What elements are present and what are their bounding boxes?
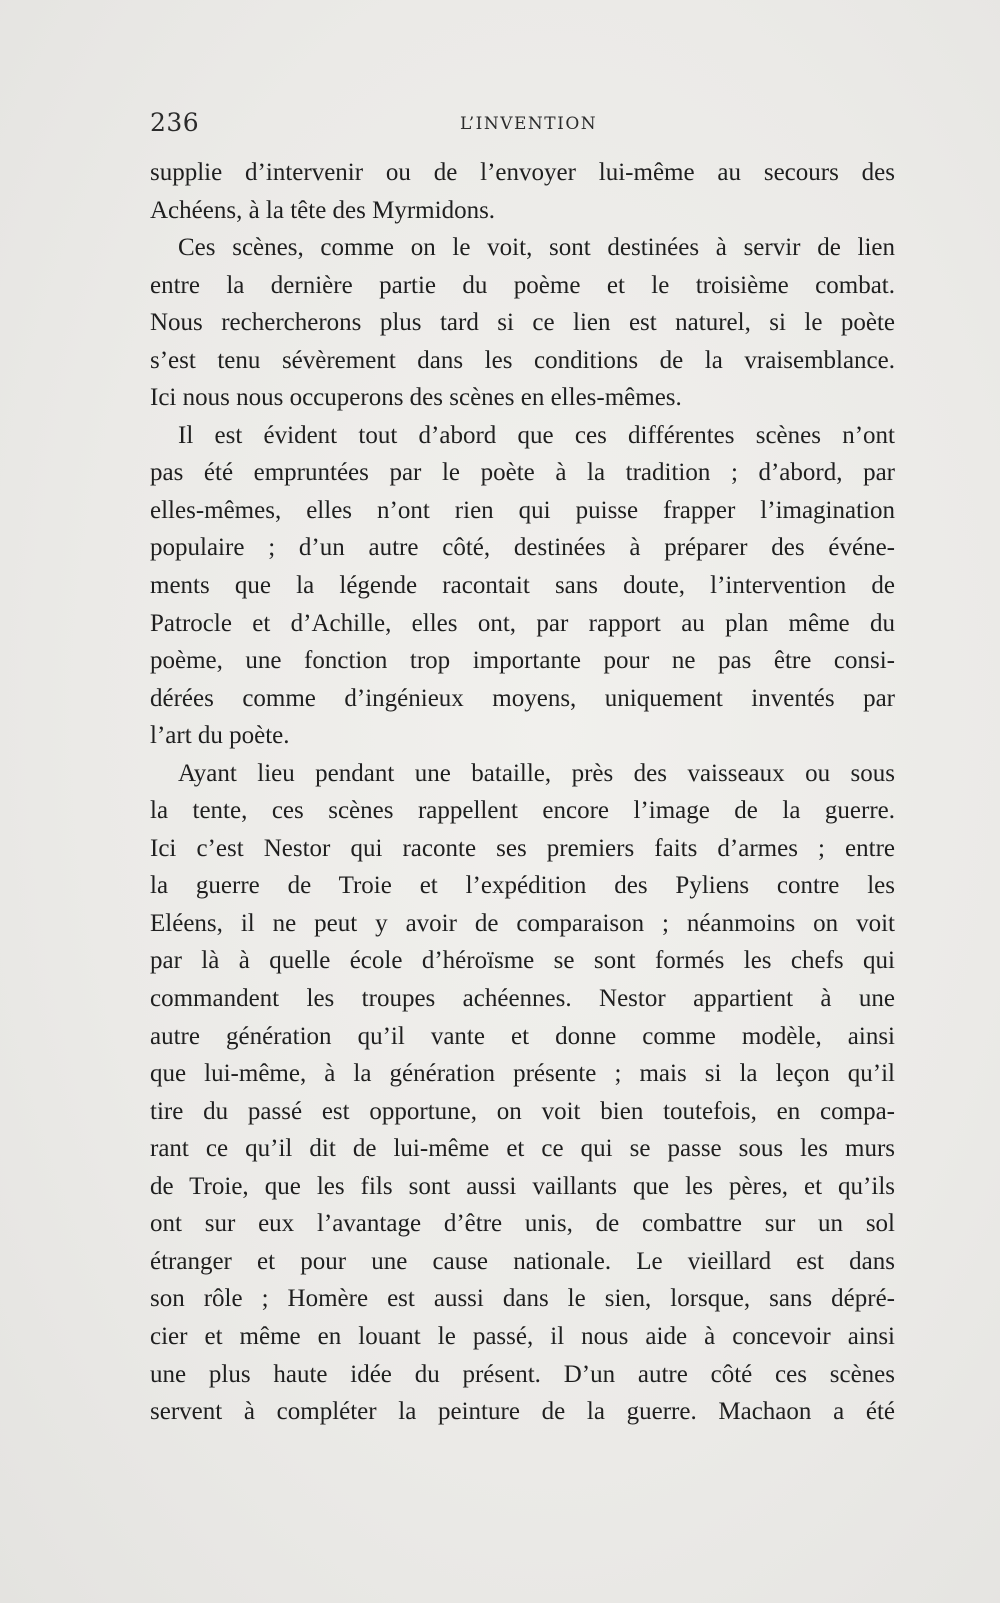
text-line: autre génération qu’il vante et donne comme modèle, ainsi bbox=[150, 1022, 895, 1050]
text-line: cier et même en louant le passé, il nous aide à concevoir ainsi bbox=[150, 1322, 895, 1350]
text-line: tire du passé est opportune, on voit bien toutefois, en compa- bbox=[150, 1097, 895, 1125]
page-number: 236 bbox=[150, 108, 200, 137]
text-line: une plus haute idée du présent. D’un autre côté ces scènes bbox=[150, 1360, 895, 1388]
text-line: servent à compléter la peinture de la guerre. Machaon a été bbox=[150, 1398, 895, 1426]
text-line: pas été empruntées par le poète à la tradition ; d’abord, par bbox=[150, 459, 895, 487]
text-line: que lui-même, à la génération présente ; mais si la leçon qu’il bbox=[150, 1060, 895, 1088]
text-line: Patrocle et d’Achille, elles ont, par rapport au plan même du bbox=[150, 609, 895, 637]
text-line: dérées comme d’ingénieux moyens, uniquement inventés par bbox=[150, 684, 895, 712]
text-line: Eléens, il ne peut y avoir de comparaison ; néanmoins on voit bbox=[150, 909, 895, 937]
text-line: ments que la légende racontait sans doute, l’intervention de bbox=[150, 572, 895, 600]
page-header bbox=[150, 108, 895, 142]
running-head: L’INVENTION bbox=[460, 114, 598, 134]
text-line: la guerre de Troie et l’expédition des Pyliens contre les bbox=[150, 872, 895, 900]
text-line: Ces scènes, comme on le voit, sont destinées à servir de lien bbox=[178, 234, 895, 262]
text-line: par là à quelle école d’héroïsme se sont formés les chefs qui bbox=[150, 947, 895, 975]
text-line: s’est tenu sévèrement dans les conditions de la vraisemblance. bbox=[150, 346, 895, 374]
text-line: Achéens, à la tête des Myrmidons. bbox=[150, 196, 496, 224]
text-line: l’art du poète. bbox=[150, 722, 290, 750]
text-line: ont sur eux l’avantage d’être unis, de combattre sur un sol bbox=[150, 1210, 895, 1238]
text-line: rant ce qu’il dit de lui-même et ce qui se passe sous les murs bbox=[150, 1135, 895, 1163]
body-text bbox=[150, 154, 895, 1431]
text-line: poème, une fonction trop importante pour ne pas être consi- bbox=[150, 647, 895, 675]
text-line: commandent les troupes achéennes. Nestor appartient à une bbox=[150, 985, 895, 1013]
text-line: Ici c’est Nestor qui raconte ses premiers faits d’armes ; entre bbox=[150, 834, 895, 862]
text-line: Il est évident tout d’abord que ces différentes scènes n’ont bbox=[178, 421, 895, 449]
text-line: Ici nous nous occuperons des scènes en elles-mêmes. bbox=[150, 384, 682, 412]
text-line: étranger et pour une cause nationale. Le vieillard est dans bbox=[150, 1247, 895, 1275]
text-line: Ayant lieu pendant une bataille, près des vaisseaux ou sous bbox=[178, 759, 895, 787]
text-line: elles-mêmes, elles n’ont rien qui puisse frapper l’imagination bbox=[150, 496, 895, 524]
text-line: la tente, ces scènes rappellent encore l’image de la guerre. bbox=[150, 797, 895, 825]
text-line: Nous rechercherons plus tard si ce lien est naturel, si le poète bbox=[150, 309, 895, 337]
text-line: supplie d’intervenir ou de l’envoyer lui-même au secours des bbox=[150, 159, 895, 186]
text-line: son rôle ; Homère est aussi dans le sien, lorsque, sans dépré- bbox=[150, 1285, 895, 1313]
text-line: entre la dernière partie du poème et le troisième combat. bbox=[150, 271, 895, 299]
text-line: populaire ; d’un autre côté, destinées à préparer des événe- bbox=[150, 534, 895, 562]
text-line: de Troie, que les fils sont aussi vaillants que les pères, et qu’ils bbox=[150, 1172, 895, 1200]
